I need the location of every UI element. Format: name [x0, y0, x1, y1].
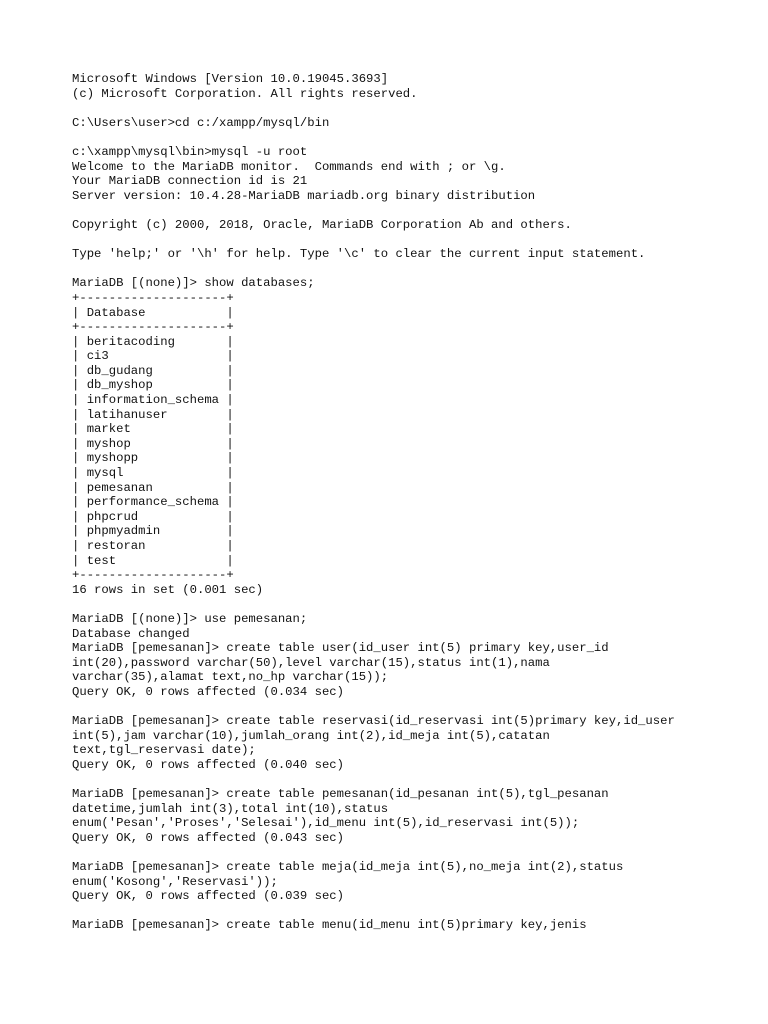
terminal-line	[72, 101, 752, 116]
terminal-line	[72, 773, 752, 788]
terminal-line: MariaDB [(none)]> show databases;	[72, 276, 315, 291]
terminal-output	[72, 72, 752, 933]
terminal-line	[72, 845, 752, 860]
terminal-line: +--------------------+	[72, 568, 234, 583]
terminal-line: Server version: 10.4.28-MariaDB mariadb.org binary distribution	[72, 188, 536, 203]
terminal-line: MariaDB [pemesanan]> create table user(id_user int(5) primary key,user_id	[72, 641, 609, 656]
terminal-line: | test |	[72, 553, 234, 568]
terminal-line	[72, 203, 752, 218]
terminal-line: enum('Pesan','Proses','Selesai'),id_menu int(5),id_reservasi int(5));	[72, 816, 580, 831]
terminal-line: | db_gudang |	[72, 363, 234, 378]
terminal-line: int(20),password varchar(50),level varchar(15),status int(1),nama	[72, 655, 550, 670]
terminal-line: +--------------------+	[72, 290, 234, 305]
terminal-line: Welcome to the MariaDB monitor. Commands end with ; or \g.	[72, 159, 506, 174]
terminal-line: Query OK, 0 rows affected (0.040 sec)	[72, 757, 344, 772]
terminal-line: | ci3 |	[72, 349, 234, 364]
terminal-line: | phpmyadmin |	[72, 524, 234, 539]
terminal-line: Query OK, 0 rows affected (0.039 sec)	[72, 889, 344, 904]
terminal-line: | performance_schema |	[72, 495, 234, 510]
terminal-line: datetime,jumlah int(3),total int(10),status	[72, 801, 389, 816]
terminal-line: int(5),jam varchar(10),jumlah_orang int(2),id_meja int(5),catatan	[72, 728, 550, 743]
terminal-line	[72, 700, 752, 715]
terminal-line: | restoran |	[72, 539, 234, 553]
terminal-line: (c) Microsoft Corporation. All rights reserved.	[72, 86, 418, 101]
terminal-line: Query OK, 0 rows affected (0.034 sec)	[72, 684, 344, 699]
terminal-line	[72, 130, 752, 145]
terminal-line	[72, 904, 752, 919]
terminal-line: | myshopp |	[72, 451, 234, 466]
terminal-line: MariaDB [pemesanan]> create table menu(id_menu int(5)primary key,jenis	[72, 918, 587, 933]
terminal-line: | myshop |	[72, 436, 234, 451]
terminal-line: | Database |	[72, 305, 234, 320]
terminal-line	[72, 233, 752, 248]
terminal-line: Type 'help;' or '\h' for help. Type '\c' to clear the current input statement.	[72, 247, 646, 262]
terminal-line: 16 rows in set (0.001 sec)	[72, 582, 264, 597]
terminal-line: Microsoft Windows [Version 10.0.19045.3693]	[72, 72, 389, 86]
terminal-line: +--------------------+	[72, 320, 234, 335]
terminal-line: | mysql |	[72, 466, 234, 481]
terminal-line: Database changed	[72, 626, 190, 641]
terminal-line	[72, 262, 752, 277]
terminal-line: Copyright (c) 2000, 2018, Oracle, MariaDB Corporation Ab and others.	[72, 217, 572, 232]
terminal-line: | beritacoding |	[72, 334, 234, 349]
terminal-line: | pemesanan |	[72, 480, 234, 495]
terminal-line: | phpcrud |	[72, 509, 234, 524]
terminal-line: MariaDB [pemesanan]> create table reservasi(id_reservasi int(5)primary key,id_user	[72, 714, 675, 729]
terminal-line: | latihanuser |	[72, 407, 234, 422]
terminal-line: Query OK, 0 rows affected (0.043 sec)	[72, 830, 344, 845]
terminal-line: C:\Users\user>cd c:/xampp/mysql/bin	[72, 115, 330, 130]
terminal-line: Your MariaDB connection id is 21	[72, 174, 308, 189]
terminal-line: MariaDB [(none)]> use pemesanan;	[72, 611, 308, 626]
terminal-line	[72, 597, 752, 612]
terminal-line: | db_myshop |	[72, 378, 234, 393]
terminal-line: c:\xampp\mysql\bin>mysql -u root	[72, 144, 308, 159]
terminal-line: enum('Kosong','Reservasi'));	[72, 874, 278, 889]
terminal-line: | market |	[72, 422, 234, 437]
terminal-line: MariaDB [pemesanan]> create table meja(id_meja int(5),no_meja int(2),status	[72, 860, 624, 875]
terminal-line: | information_schema |	[72, 393, 234, 408]
terminal-line: varchar(35),alamat text,no_hp varchar(15));	[72, 670, 389, 685]
terminal-line: text,tgl_reservasi date);	[72, 743, 256, 758]
terminal-line: MariaDB [pemesanan]> create table pemesanan(id_pesanan int(5),tgl_pesanan	[72, 787, 609, 802]
